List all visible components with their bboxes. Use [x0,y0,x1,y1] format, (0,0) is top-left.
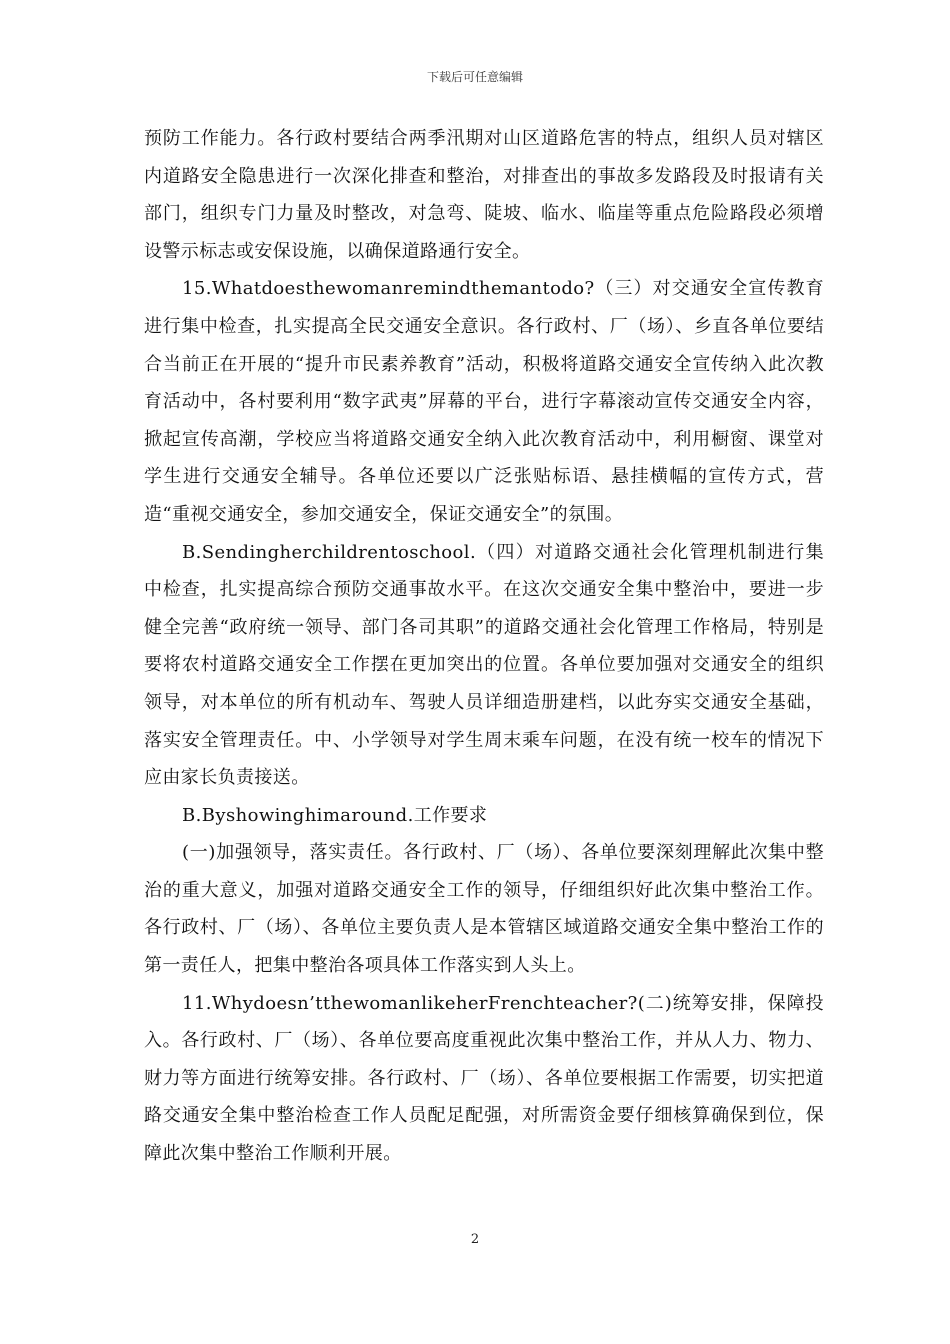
page-header: 下载后可任意编辑 [426,70,523,84]
body-paragraph: (一)加强领导，落实责任。各行政村、厂（场）、各单位要深刻理解此次集中整治的重大意义，加强对道路交通安全工作的领导，仔细组织好此次集中整治工作。各行政村、厂（场）、各单位主要负责人是本管辖区域道路交通安全集中整治工作的第一责任人，把集中整治各项具体工作落实到人头上。 [144,842,824,977]
body-paragraph: 15.Whatdoesthewomanremindthemantodo?（三）对交通安全宣传教育进行集中检查，扎实提高全民交通安全意识。各行政村、厂（场）、乡直各单位要结合当前正在开展的“提升市民素养教育”活动，积极将道路交通安全宣传纳入此次教育活动中，各村要利用“数字武夷”屏幕的平台，进行字幕滚动宣传交通安全内容，掀起宣传高潮，学校应当将道路交通安全纳入此次教育活动中，利用橱窗、课堂对学生进行交通安全辅导。各单位还要以广泛张贴标语、悬挂横幅的宣传方式，营造“重视交通安全，参加交通安全，保证交通安全”的氛围。 [144,278,824,525]
body-paragraph: 预防工作能力。各行政村要结合两季汛期对山区道路危害的特点，组织人员对辖区内道路安全隐患进行一次深化排查和整治，对排查出的事故多发路段及时报请有关部门，组织专门力量及时整改，对急弯、陡坡、临水、临崖等重点危险路段必须增设警示标志或安保设施，以确保道路通行安全。 [144,128,824,262]
body-paragraph: 11.Whydoesn’tthewomanlikeherFrenchteacher?(二)统筹安排，保障投入。各行政村、厂（场）、各单位要高度重视此次集中整治工作，并从人力、物力、财力等方面进行统筹安排。各行政村、厂（场）、各单位要根据工作需要，切实把道路交通安全集中整治检查工作人员配足配强，对所需资金要仔细核算确保到位，保障此次集中整治工作顺利开展。 [144,992,824,1165]
body-paragraph: B.Sendingherchildrentoschool.（四）对道路交通社会化管理机制进行集中检查，扎实提高综合预防交通事故水平。在这次交通安全集中整治中，要进一步健全完善“政府统一领导、部门各司其职”的道路交通社会化管理工作格局，特别是要将农村道路交通安全工作摆在更加突出的位置。各单位要加强对交通安全的组织领导，对本单位的所有机动车、驾驶人员详细造册建档，以此夯实交通安全基础，落实安全管理责任。中、小学领导对学生周末乘车问题，在没有统一校车的情况下应由家长负责接送。 [144,541,824,789]
body-paragraph: B.Byshowinghimaround.工作要求 [182,804,488,826]
document-body [144,120,824,1173]
page-number: 2 [470,1232,480,1247]
